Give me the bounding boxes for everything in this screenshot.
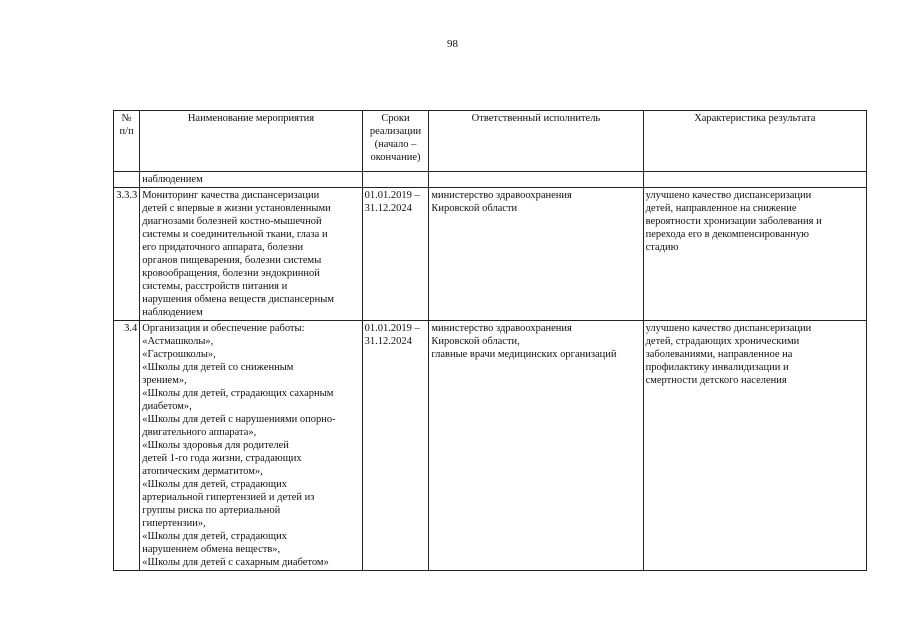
cell-executor: [429, 172, 643, 188]
cell-name-line: детей 1-го года жизни, страдающих: [142, 453, 302, 464]
cell-num: 3.3.3: [114, 188, 140, 321]
cell-name-line: диагнозами болезней костно-мышечной: [142, 216, 322, 227]
cell-executor-line: главные врачи медицинских организаций: [431, 349, 617, 360]
cell-result-line: вероятности хронизации заболевания и: [645, 216, 822, 227]
cell-name-line: системы и соединительной ткани, глаза и: [142, 229, 328, 240]
cell-name-line: системы, расстройств питания и: [142, 281, 288, 292]
cell-name-line: атопическим дерматитом»,: [142, 466, 263, 477]
table-row: [114, 188, 867, 321]
cell-dates-line: 31.12.2024: [364, 203, 412, 214]
cell-name-line: артериальной гипертензией и детей из: [142, 492, 315, 503]
cell-name-line: «Гастрошколы»,: [142, 349, 216, 360]
cell-name-line: нарушения обмена веществ диспансерным: [142, 294, 334, 305]
cell-dates-line: 31.12.2024: [364, 336, 412, 347]
cell-name-line: гипертензии»,: [142, 518, 206, 529]
cell-dates: [362, 188, 429, 321]
table-header-row: [114, 111, 867, 172]
header-num: № п/п: [114, 111, 140, 172]
cell-name-line: «Школы для детей с сахарным диабетом»: [142, 557, 329, 568]
cell-name: [140, 321, 362, 571]
cell-num: 3.4: [114, 321, 140, 571]
cell-result-line: детей, направленное на снижение: [645, 203, 797, 214]
cell-name-line: Организация и обеспечение работы:: [142, 323, 305, 334]
cell-name-line: наблюдением: [142, 174, 203, 185]
cell-dates-line: 01.01.2019 –: [364, 190, 420, 201]
cell-name-line: наблюдением: [142, 307, 203, 318]
cell-result-line: смертности детского населения: [645, 375, 787, 386]
cell-dates: [362, 321, 429, 571]
cell-executor-line: министерство здравоохранения: [431, 190, 572, 201]
cell-result-line: улучшено качество диспансеризации: [645, 190, 812, 201]
cell-name-line: «Школы здоровья для родителей: [142, 440, 289, 451]
cell-name-line: Мониторинг качества диспансеризации: [142, 190, 320, 201]
cell-result: [643, 172, 866, 188]
cell-name-line: зрением»,: [142, 375, 187, 386]
cell-result-line: стадию: [645, 242, 679, 253]
header-executor: Ответственный исполнитель: [429, 111, 643, 172]
cell-name: [140, 172, 362, 188]
header-dates: Сроки реализации (начало – окончание): [362, 111, 429, 172]
cell-name-line: органов пищеварения, болезни системы: [142, 255, 322, 266]
cell-result-line: профилактику инвалидизации и: [645, 362, 789, 373]
cell-dates-line: 01.01.2019 –: [364, 323, 420, 334]
cell-name-line: «Школы для детей со сниженным: [142, 362, 294, 373]
page-number: 98: [447, 38, 458, 50]
cell-name-line: нарушением обмена веществ»,: [142, 544, 281, 555]
measures-table: [113, 110, 867, 571]
cell-result-line: детей, страдающих хроническими: [645, 336, 800, 347]
cell-name-line: «Школы для детей, страдающих: [142, 479, 287, 490]
cell-name-line: «Школы для детей с нарушениями опорно-: [142, 414, 336, 425]
cell-executor-line: министерство здравоохранения: [431, 323, 572, 334]
table-row: [114, 321, 867, 571]
cell-name-line: группы риска по артериальной: [142, 505, 281, 516]
cell-name-line: детей с впервые в жизни установленными: [142, 203, 331, 214]
cell-name-line: кровообращения, болезни эндокринной: [142, 268, 320, 279]
cell-result-line: заболеваниями, направленное на: [645, 349, 793, 360]
cell-result: [643, 188, 866, 321]
cell-executor-line: Кировской области,: [431, 336, 520, 347]
cell-result: [643, 321, 866, 571]
cell-name-line: «Школы для детей, страдающих сахарным: [142, 388, 334, 399]
cell-name-line: «Астмашколы»,: [142, 336, 214, 347]
cell-result-line: улучшено качество диспансеризации: [645, 323, 812, 334]
header-result: Характеристика результата: [643, 111, 866, 172]
cell-name-line: двигательного аппарата»,: [142, 427, 257, 438]
cell-name-line: его придаточного аппарата, болезни: [142, 242, 304, 253]
cell-executor: [429, 188, 643, 321]
cell-executor: [429, 321, 643, 571]
cell-executor-line: Кировской области: [431, 203, 518, 214]
cell-name-line: диабетом»,: [142, 401, 192, 412]
cell-num: [114, 172, 140, 188]
header-name: Наименование мероприятия: [140, 111, 362, 172]
cell-name-line: «Школы для детей, страдающих: [142, 531, 287, 542]
table-row: [114, 172, 867, 188]
cell-name: [140, 188, 362, 321]
cell-result-line: перехода его в декомпенсированную: [645, 229, 809, 240]
cell-dates: [362, 172, 429, 188]
